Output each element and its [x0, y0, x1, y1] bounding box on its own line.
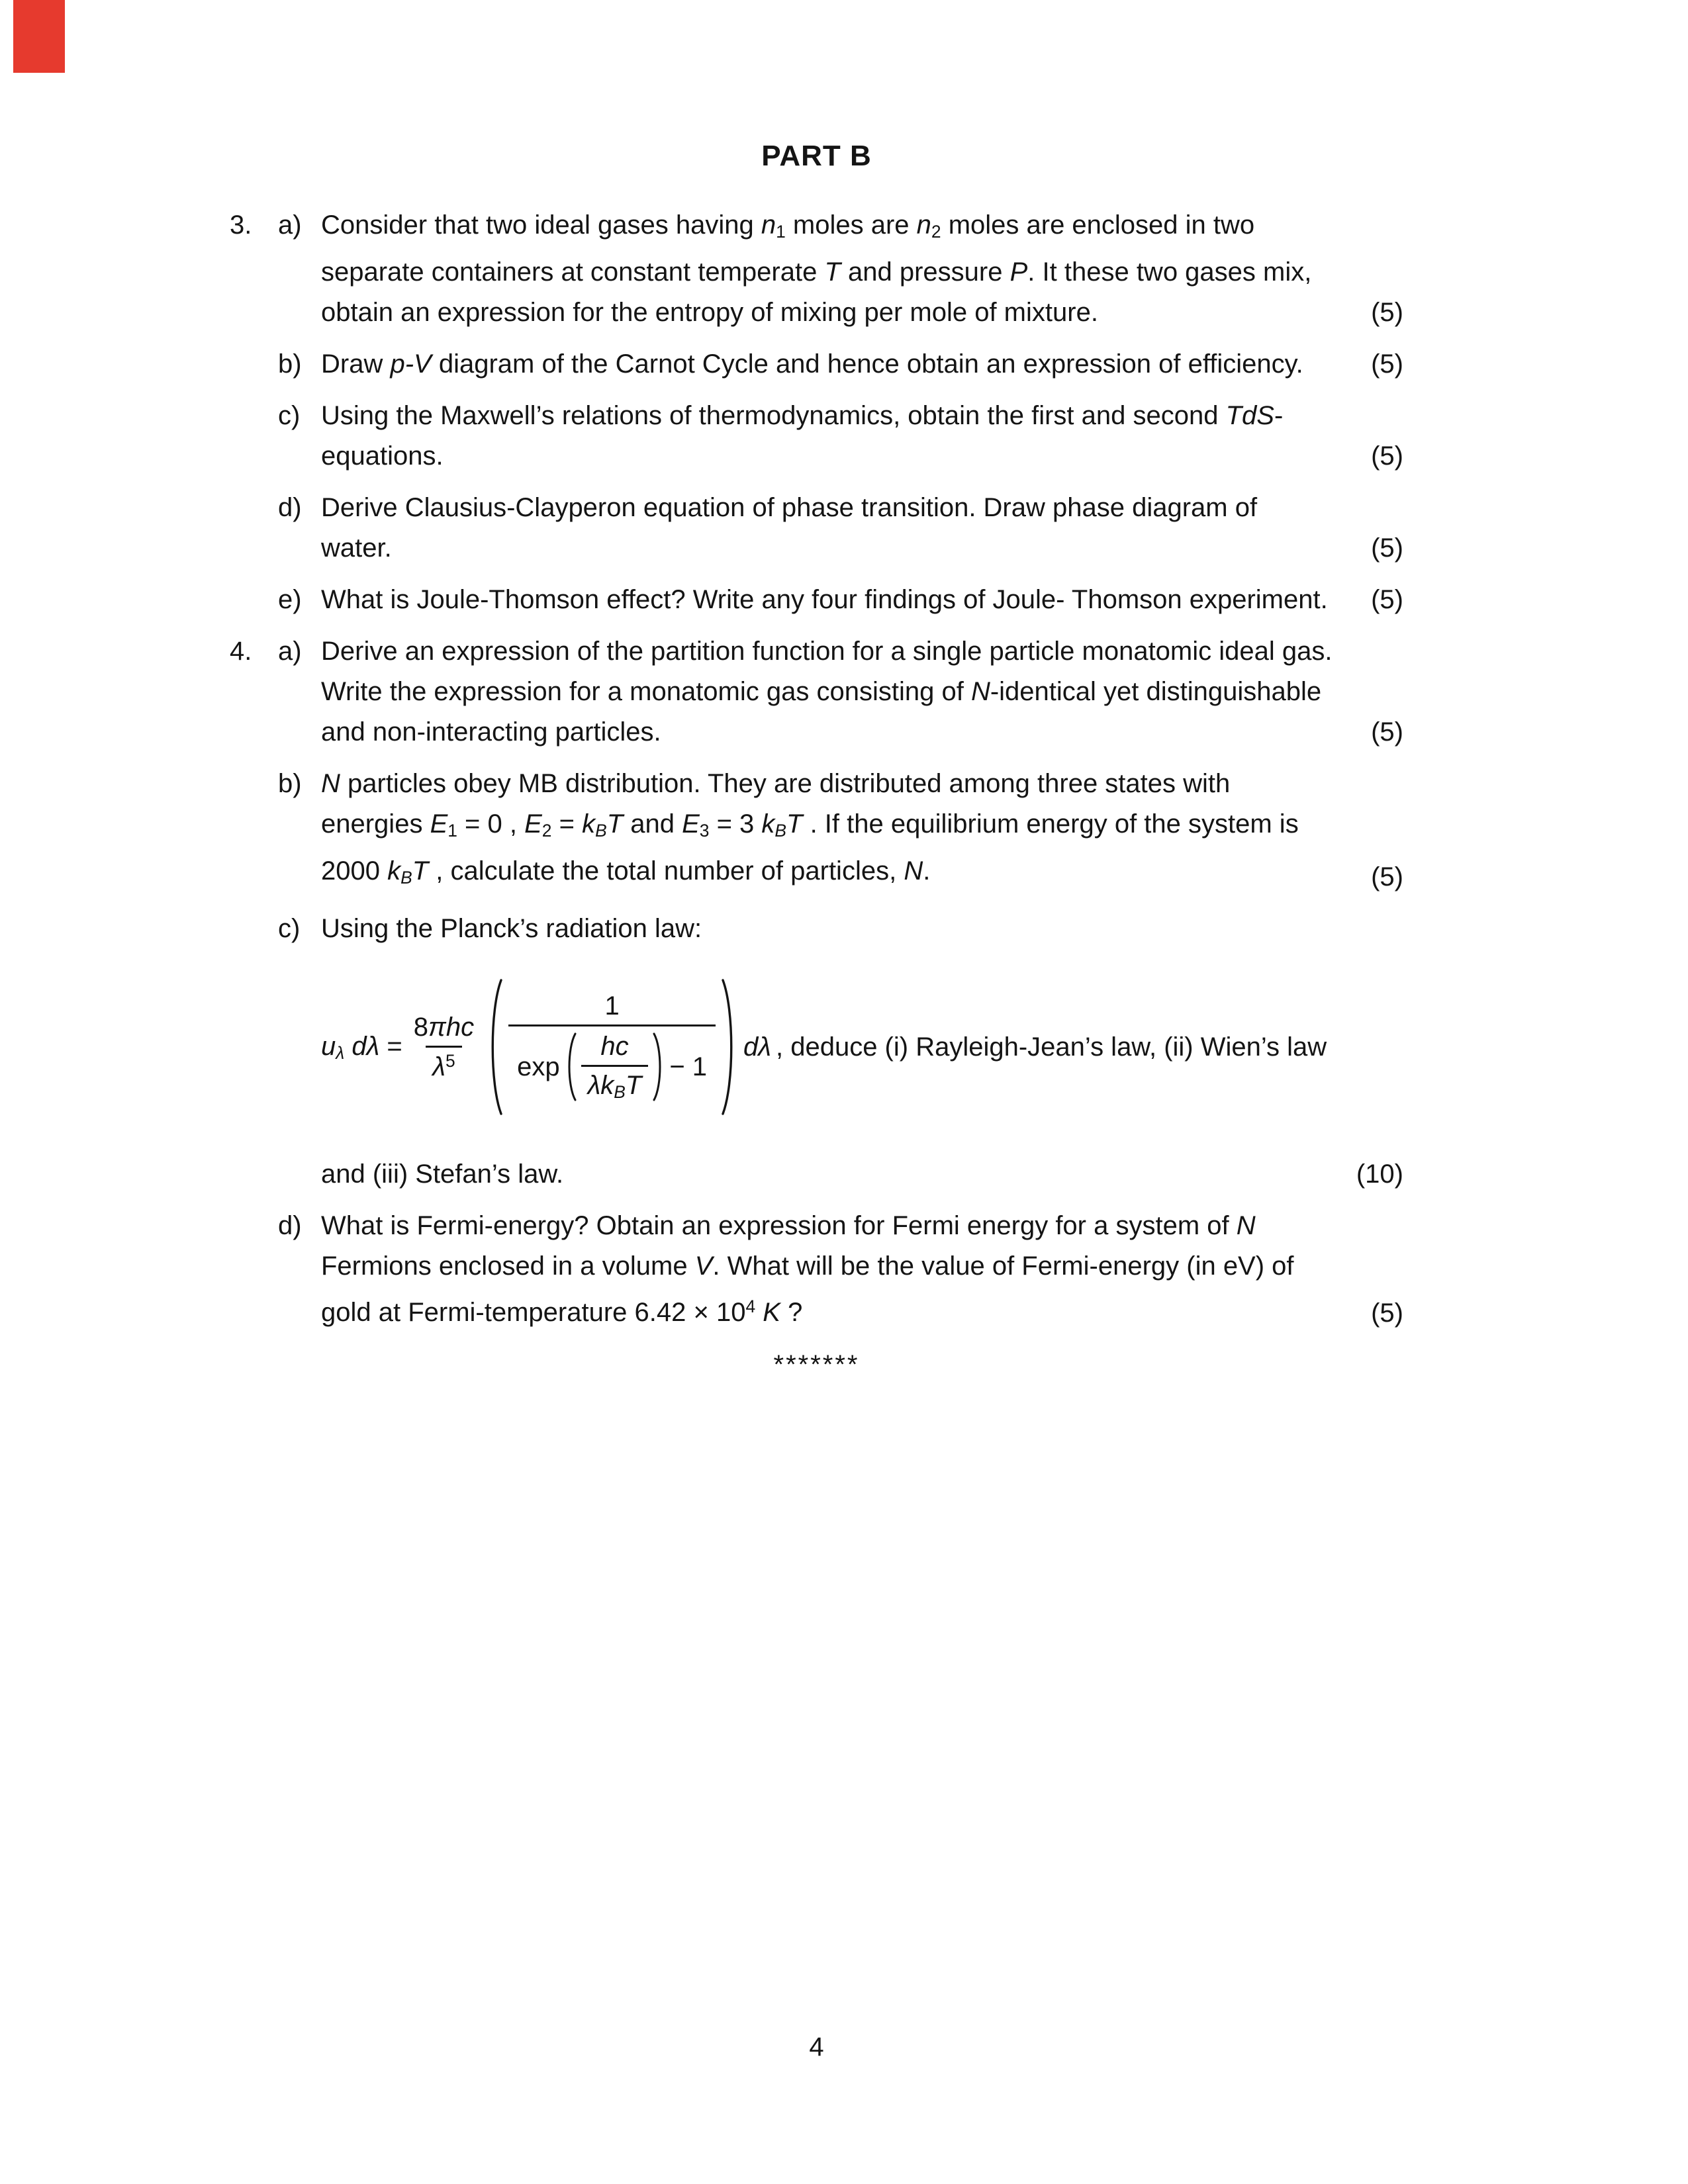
part-letter: d) — [278, 492, 302, 522]
question-number — [230, 960, 278, 1143]
question-text: Derive an expression of the partition function for a single particle monatomic ideal gas. Write the expression for a monatomic gas consisting of N-identical yet distinguishable and non-interacting particles. — [321, 636, 1333, 747]
question-3d — [230, 488, 1403, 569]
question-text: What is Joule-Thomson effect? Write any four findings of Joule- Thomson experiment. — [321, 584, 1328, 614]
end-of-paper-stars: ******* — [773, 1349, 860, 1379]
question-number — [230, 1154, 278, 1195]
question-4d — [230, 1206, 1403, 1333]
question-number — [230, 1206, 278, 1333]
minus-one: − 1 — [669, 1052, 708, 1081]
red-scan-mark — [13, 0, 65, 73]
fraction-8pihc-over-lambda5 — [407, 1011, 481, 1083]
question-text: and (iii) Stefan’s law. — [321, 1160, 564, 1189]
marks: (5) — [1371, 1298, 1403, 1328]
question-4c-intro — [230, 909, 1403, 949]
part-letter: e) — [278, 584, 302, 614]
question-text: Derive Clausius-Clayperon equation of phase transition. Draw phase diagram of water. — [321, 492, 1258, 563]
part-letter: c) — [278, 914, 301, 944]
fraction-denominator: λkBT — [581, 1065, 649, 1103]
question-text: N particles obey MB distribution. They are distributed among three states with energies E1 = 0 , E2 = kBT and E3 = 3 kBT . If the equilibrium energy of the system is 2000 kBT , calculate the total number of particles, N. — [321, 768, 1299, 887]
marks: (5) — [1371, 349, 1403, 379]
fraction-numerator: hc — [600, 1032, 629, 1062]
question-3a — [230, 205, 1403, 333]
big-left-paren — [485, 977, 504, 1117]
part-letter: a) — [278, 210, 302, 240]
question-number — [230, 344, 278, 385]
question-text: Consider that two ideal gases having n1 moles are n2 moles are enclosed in two separate containers at constant temperate T and pressure P. It these two gases mix, obtain an expression for the entropy of mixing per mole of mixture. — [321, 210, 1312, 327]
question-number: 4. — [230, 636, 252, 666]
page-number: 4 — [809, 2032, 824, 2062]
question-text: What is Fermi-energy? Obtain an expression for Fermi energy for a system of N Fermions enclosed in a volume V. What will be the value of Fermi-energy (in eV) of gold at Fermi-temperature $6.42 \times 10^4$ K ? — [321, 1211, 1294, 1328]
marks: (5) — [1371, 441, 1403, 471]
fraction-numerator: 1 — [604, 991, 620, 1021]
question-number: 3. — [230, 210, 252, 240]
exp-label: exp — [517, 1052, 560, 1081]
formula-container — [321, 960, 1333, 1143]
exam-page-content — [230, 136, 1403, 2121]
part-letter — [278, 1154, 321, 1195]
marks: (5) — [1371, 297, 1403, 327]
fraction-one-over-exp — [508, 989, 716, 1105]
question-4b — [230, 764, 1403, 898]
med-left-paren — [564, 1031, 577, 1103]
part-letter: a) — [278, 636, 302, 666]
marks: (5) — [1371, 584, 1403, 614]
part-letter: b) — [278, 768, 302, 798]
question-4c-tail — [230, 1154, 1403, 1195]
question-number — [230, 909, 278, 949]
marks — [1333, 960, 1403, 1143]
big-right-paren — [720, 977, 739, 1117]
question-number — [230, 580, 278, 620]
fraction-denominator: $\lambda^5$ — [426, 1046, 461, 1083]
formula-rhs: dλ — [743, 1032, 771, 1062]
question-text: Using the Maxwell’s relations of thermodynamics, obtain the first and second TdS-equations. — [321, 400, 1284, 471]
question-4c-formula — [230, 960, 1403, 1143]
marks: (5) — [1371, 533, 1403, 563]
marks — [1333, 909, 1403, 949]
question-text: Using the Planck’s radiation law: — [321, 914, 702, 944]
question-number — [230, 764, 278, 898]
question-text: Draw p-V diagram of the Carnot Cycle and hence obtain an expression of efficiency. — [321, 349, 1303, 379]
part-letter: c) — [278, 400, 301, 430]
fraction-denominator — [508, 1024, 716, 1105]
marks: (10) — [1356, 1160, 1403, 1189]
fraction-hc-over-lambdakbt — [581, 1030, 649, 1103]
marks: (5) — [1371, 717, 1403, 747]
formula-lhs: uλ dλ = — [321, 1032, 402, 1064]
part-letter — [278, 960, 321, 1143]
part-title: PART B — [761, 140, 872, 172]
question-4a — [230, 631, 1403, 752]
part-letter: b) — [278, 349, 302, 379]
question-3e — [230, 580, 1403, 620]
question-number — [230, 488, 278, 569]
planck-radiation-law-formula — [321, 964, 1333, 1130]
formula-tail-text: , deduce (i) Rayleigh-Jean’s law, (ii) Wien’s law — [775, 1032, 1327, 1062]
part-letter: d) — [278, 1211, 302, 1241]
question-3c — [230, 396, 1403, 477]
question-3b — [230, 344, 1403, 385]
marks: (5) — [1371, 862, 1403, 892]
med-right-paren — [652, 1031, 665, 1103]
fraction-numerator: 8πhc — [413, 1013, 475, 1042]
question-number — [230, 396, 278, 477]
